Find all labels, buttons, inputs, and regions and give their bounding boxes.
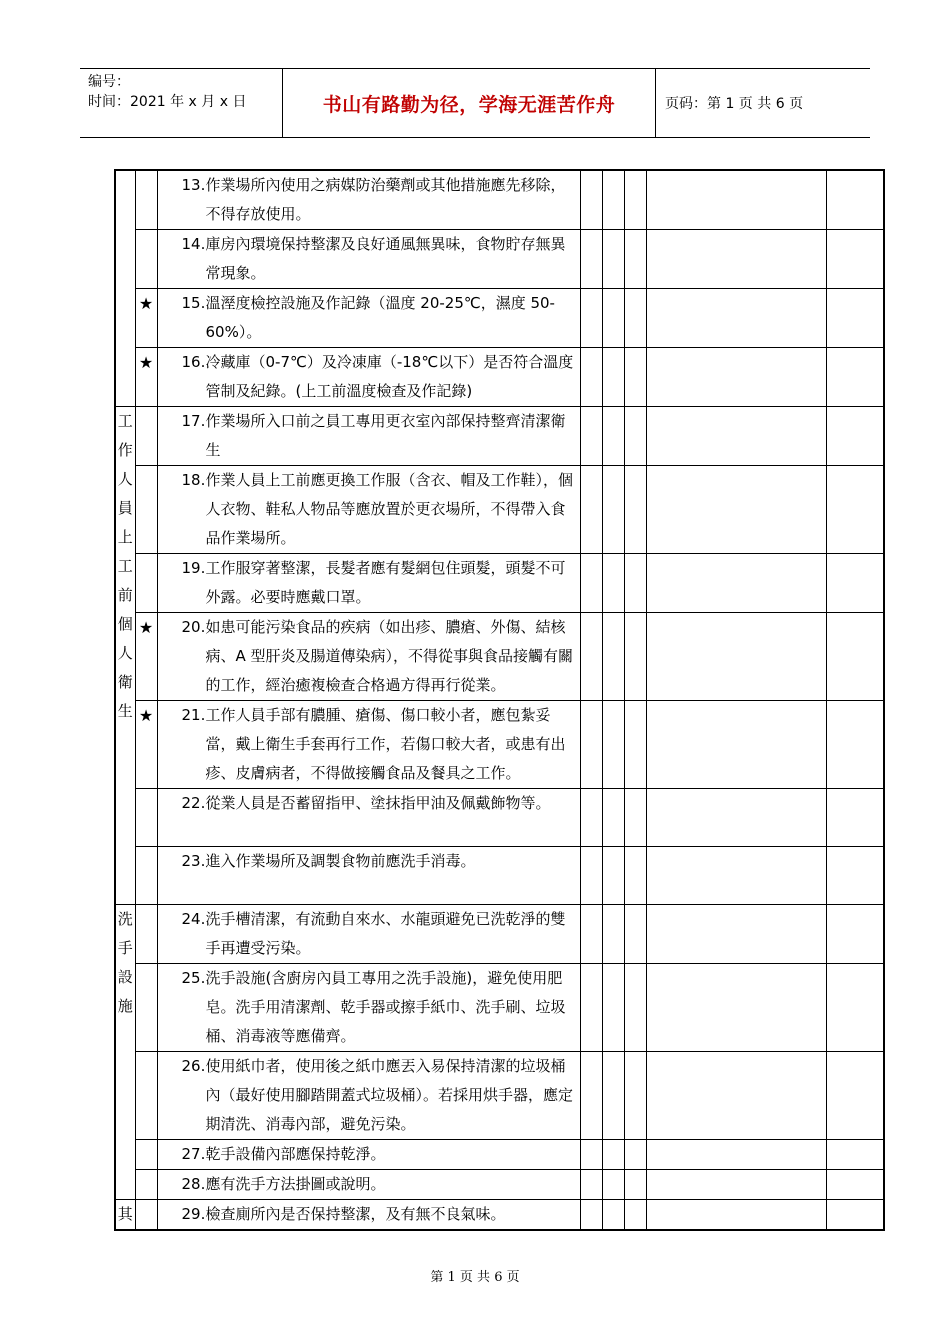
note-cell[interactable]: [826, 170, 884, 230]
table-row: [115, 847, 884, 905]
item-text: 使用紙巾者，使用後之紙巾應丟入易保持清潔的垃圾桶內（最好使用腳踏開蓋式垃圾桶）。若採用烘手器，應定期清洗、消毒內部，避免污染。: [205, 1057, 574, 1133]
category-cell-handwash: [115, 905, 135, 1200]
checklist-item: [157, 964, 580, 1052]
document-number-label: 编号：: [88, 74, 130, 90]
star-marker: [135, 170, 157, 230]
check-cell[interactable]: [624, 1170, 646, 1200]
item-number: 25.: [181, 969, 206, 987]
note-cell[interactable]: [826, 407, 884, 466]
check-cell[interactable]: [580, 964, 602, 1052]
item-text: 應有洗手方法掛圖或說明。: [205, 1175, 386, 1193]
star-marker: [135, 466, 157, 554]
item-number: 18.: [181, 471, 206, 489]
note-cell[interactable]: [826, 905, 884, 964]
star-marker: ★: [135, 613, 157, 701]
star-marker: [135, 905, 157, 964]
item-text: 從業人員是否蓄留指甲、塗抹指甲油及佩戴飾物等。: [205, 794, 551, 812]
table-row: [115, 789, 884, 847]
remark-cell[interactable]: [646, 407, 826, 466]
checklist-item: [157, 554, 580, 613]
remark-cell[interactable]: [646, 289, 826, 348]
item-number: 17.: [181, 412, 206, 430]
check-cell[interactable]: [602, 466, 624, 554]
check-cell[interactable]: [602, 1200, 624, 1231]
category-cell-storage: [115, 170, 135, 407]
check-cell[interactable]: [602, 1052, 624, 1140]
item-number: 28.: [181, 1175, 206, 1193]
checklist-item: [157, 701, 580, 789]
star-marker: [135, 964, 157, 1052]
item-number: 14.: [181, 235, 206, 253]
remark-cell[interactable]: [646, 1200, 826, 1231]
note-cell[interactable]: [826, 1140, 884, 1170]
item-number: 27.: [181, 1145, 206, 1163]
check-cell[interactable]: [624, 701, 646, 789]
item-number: 20.: [181, 618, 206, 636]
header-motto: 书山有路勤为径，学海无涯苦作舟: [322, 93, 616, 116]
check-cell[interactable]: [602, 847, 624, 905]
category-char: 個: [117, 615, 133, 633]
check-cell[interactable]: [580, 554, 602, 613]
check-cell[interactable]: [602, 1170, 624, 1200]
note-cell[interactable]: [826, 789, 884, 847]
item-text: 乾手設備內部應保持乾淨。: [205, 1145, 386, 1163]
category-char: 工: [117, 412, 133, 430]
page-header: [80, 68, 870, 138]
check-cell[interactable]: [602, 289, 624, 348]
remark-cell[interactable]: [646, 964, 826, 1052]
check-cell[interactable]: [624, 407, 646, 466]
inspection-checklist-table: [114, 169, 885, 1231]
checklist-item: [157, 289, 580, 348]
item-number: 16.: [181, 353, 206, 371]
check-cell[interactable]: [624, 289, 646, 348]
item-number: 26.: [181, 1057, 206, 1075]
item-text: 進入作業場所及調製食物前應洗手消毒。: [205, 852, 476, 870]
check-cell[interactable]: [624, 554, 646, 613]
item-number: 19.: [181, 559, 206, 577]
star-marker: [135, 1200, 157, 1231]
checklist-item: [157, 1170, 580, 1200]
table-row: [115, 964, 884, 1052]
remark-cell[interactable]: [646, 701, 826, 789]
check-cell[interactable]: [602, 964, 624, 1052]
table-row: [115, 905, 884, 964]
check-cell[interactable]: [580, 289, 602, 348]
table-row: [115, 348, 884, 407]
check-cell[interactable]: [602, 789, 624, 847]
item-text: 工作人員手部有膿腫、瘡傷、傷口較小者，應包紮妥當，戴上衛生手套再行工作，若傷口較大者，或患有出疹、皮膚病者，不得做接觸食品及餐具之工作。: [205, 706, 566, 782]
star-marker: [135, 554, 157, 613]
check-cell[interactable]: [624, 1140, 646, 1170]
header-meta: [80, 69, 280, 137]
check-cell[interactable]: [602, 230, 624, 289]
star-marker: ★: [135, 701, 157, 789]
note-cell[interactable]: [826, 1052, 884, 1140]
check-cell[interactable]: [624, 847, 646, 905]
check-cell[interactable]: [580, 701, 602, 789]
category-char: 衛: [117, 673, 133, 691]
check-cell[interactable]: [580, 1052, 602, 1140]
table-row: [115, 701, 884, 789]
check-cell[interactable]: [602, 554, 624, 613]
remark-cell[interactable]: [646, 466, 826, 554]
note-cell[interactable]: [826, 289, 884, 348]
check-cell[interactable]: [580, 348, 602, 407]
page-footer: 第 1 页 共 6 页: [430, 1270, 520, 1285]
document-date: 时间：2021 年 x 月 x 日: [88, 94, 247, 110]
item-text: 溫溼度檢控設施及作記錄（溫度 20-25℃，濕度 50-60%）。: [205, 294, 555, 341]
category-char: 上: [117, 528, 133, 546]
check-cell[interactable]: [624, 613, 646, 701]
category-char: 其: [117, 1205, 133, 1223]
note-cell[interactable]: [826, 613, 884, 701]
check-cell[interactable]: [580, 613, 602, 701]
remark-cell[interactable]: [646, 1052, 826, 1140]
note-cell[interactable]: [826, 554, 884, 613]
remark-cell[interactable]: [646, 789, 826, 847]
category-char: 手: [117, 939, 133, 957]
star-marker: [135, 1170, 157, 1200]
check-cell[interactable]: [580, 407, 602, 466]
check-cell[interactable]: [624, 964, 646, 1052]
category-char: 人: [117, 470, 133, 488]
category-char: 生: [117, 702, 133, 720]
category-char: 員: [117, 499, 133, 517]
category-char: 人: [117, 644, 133, 662]
check-cell[interactable]: [602, 348, 624, 407]
check-cell[interactable]: [580, 170, 602, 230]
check-cell[interactable]: [580, 847, 602, 905]
checklist-item: [157, 613, 580, 701]
table-row: [115, 1140, 884, 1170]
item-text: 作業人員上工前應更換工作服（含衣、帽及工作鞋），個人衣物、鞋私人物品等應放置於更衣場所，不得帶入食品作業場所。: [205, 471, 574, 547]
check-cell[interactable]: [602, 407, 624, 466]
check-cell[interactable]: [624, 905, 646, 964]
check-cell[interactable]: [624, 789, 646, 847]
note-cell[interactable]: [826, 230, 884, 289]
note-cell[interactable]: [826, 847, 884, 905]
checklist-item: [157, 789, 580, 847]
table-row: [115, 1170, 884, 1200]
check-cell[interactable]: [580, 905, 602, 964]
item-number: 24.: [181, 910, 206, 928]
remark-cell[interactable]: [646, 170, 826, 230]
check-cell[interactable]: [624, 348, 646, 407]
check-cell[interactable]: [602, 170, 624, 230]
table-row: [115, 1052, 884, 1140]
remark-cell[interactable]: [646, 554, 826, 613]
remark-cell[interactable]: [646, 1140, 826, 1170]
item-text: 庫房內環境保持整潔及良好通風無異味，食物貯存無異常現象。: [205, 235, 566, 282]
check-cell[interactable]: [602, 1140, 624, 1170]
checklist-item: [157, 1052, 580, 1140]
item-number: 21.: [181, 706, 206, 724]
checklist-item: [157, 230, 580, 289]
category-char: 洗: [117, 910, 133, 928]
category-char: 工: [117, 557, 133, 575]
check-cell[interactable]: [602, 701, 624, 789]
checklist-item: [157, 847, 580, 905]
item-number: 13.: [181, 176, 206, 194]
item-text: 工作服穿著整潔，長髮者應有髮網包住頭髮，頭髮不可外露。必要時應戴口罩。: [205, 559, 566, 606]
check-cell[interactable]: [624, 1200, 646, 1231]
header-page-info: 页码：第 1 页 共 6 页: [665, 96, 804, 112]
item-text: 洗手設施(含廚房內員工專用之洗手設施)，避免使用肥皂。洗手用清潔劑、乾手器或擦手紙巾、洗手刷、垃圾桶、消毒液等應備齊。: [205, 969, 566, 1045]
check-cell[interactable]: [624, 230, 646, 289]
note-cell[interactable]: [826, 701, 884, 789]
item-text: 洗手槽清潔，有流動自來水、水龍頭避免已洗乾淨的雙手再遭受污染。: [205, 910, 566, 957]
star-marker: [135, 407, 157, 466]
note-cell[interactable]: [826, 1200, 884, 1231]
category-cell-staff-hygiene: [115, 407, 135, 905]
table-row: [115, 170, 884, 230]
item-number: 22.: [181, 794, 206, 812]
note-cell[interactable]: [826, 1170, 884, 1200]
check-cell[interactable]: [580, 1140, 602, 1170]
item-number: 23.: [181, 852, 206, 870]
checklist-item: [157, 1140, 580, 1170]
remark-cell[interactable]: [646, 847, 826, 905]
star-marker: [135, 789, 157, 847]
check-cell[interactable]: [580, 466, 602, 554]
item-text: 作業場所內使用之病媒防治藥劑或其他措施應先移除，不得存放使用。: [205, 176, 566, 223]
check-cell[interactable]: [624, 170, 646, 230]
table-row: [115, 1200, 884, 1231]
item-text: 如患可能污染食品的疾病（如出疹、膿瘡、外傷、結核病、A 型肝炎及腸道傳染病），不得從事與食品接觸有關的工作，經治癒複檢查合格過方得再行從業。: [205, 618, 574, 694]
star-marker: [135, 847, 157, 905]
check-cell[interactable]: [624, 1052, 646, 1140]
remark-cell[interactable]: [646, 1170, 826, 1200]
remark-cell[interactable]: [646, 613, 826, 701]
check-cell[interactable]: [580, 230, 602, 289]
checklist-item: [157, 348, 580, 407]
checklist-item: [157, 170, 580, 230]
item-text: 冷藏庫（0-7℃）及冷凍庫（-18℃以下）是否符合溫度管制及紀錄。(上工前溫度檢查及作記錄): [205, 353, 574, 400]
remark-cell[interactable]: [646, 905, 826, 964]
category-cell-other: [115, 1200, 135, 1231]
table-row: [115, 466, 884, 554]
checklist-item: [157, 407, 580, 466]
item-number: 15.: [181, 294, 206, 312]
note-cell[interactable]: [826, 964, 884, 1052]
note-cell[interactable]: [826, 466, 884, 554]
category-char: 前: [117, 586, 133, 604]
item-text: 作業場所入口前之員工專用更衣室內部保持整齊清潔衛生: [205, 412, 566, 459]
star-marker: [135, 1140, 157, 1170]
category-char: 設: [117, 968, 133, 986]
remark-cell[interactable]: [646, 230, 826, 289]
table-row: [115, 613, 884, 701]
table-row: [115, 554, 884, 613]
category-char: 施: [117, 997, 133, 1015]
check-cell[interactable]: [580, 789, 602, 847]
checklist-item: [157, 1200, 580, 1231]
header-divider: [655, 69, 656, 137]
table-row: [115, 407, 884, 466]
star-marker: [135, 1052, 157, 1140]
remark-cell[interactable]: [646, 348, 826, 407]
table-row: [115, 289, 884, 348]
check-cell[interactable]: [602, 613, 624, 701]
table-row: [115, 230, 884, 289]
checklist-item: [157, 466, 580, 554]
checklist-item: [157, 905, 580, 964]
star-marker: [135, 230, 157, 289]
category-char: 作: [117, 441, 133, 459]
check-cell[interactable]: [580, 1170, 602, 1200]
item-number: 29.: [181, 1205, 206, 1223]
check-cell[interactable]: [624, 466, 646, 554]
check-cell[interactable]: [602, 905, 624, 964]
note-cell[interactable]: [826, 348, 884, 407]
star-marker: ★: [135, 348, 157, 407]
item-text: 檢查廁所內是否保持整潔，及有無不良氣味。: [205, 1205, 506, 1223]
star-marker: ★: [135, 289, 157, 348]
check-cell[interactable]: [580, 1200, 602, 1231]
